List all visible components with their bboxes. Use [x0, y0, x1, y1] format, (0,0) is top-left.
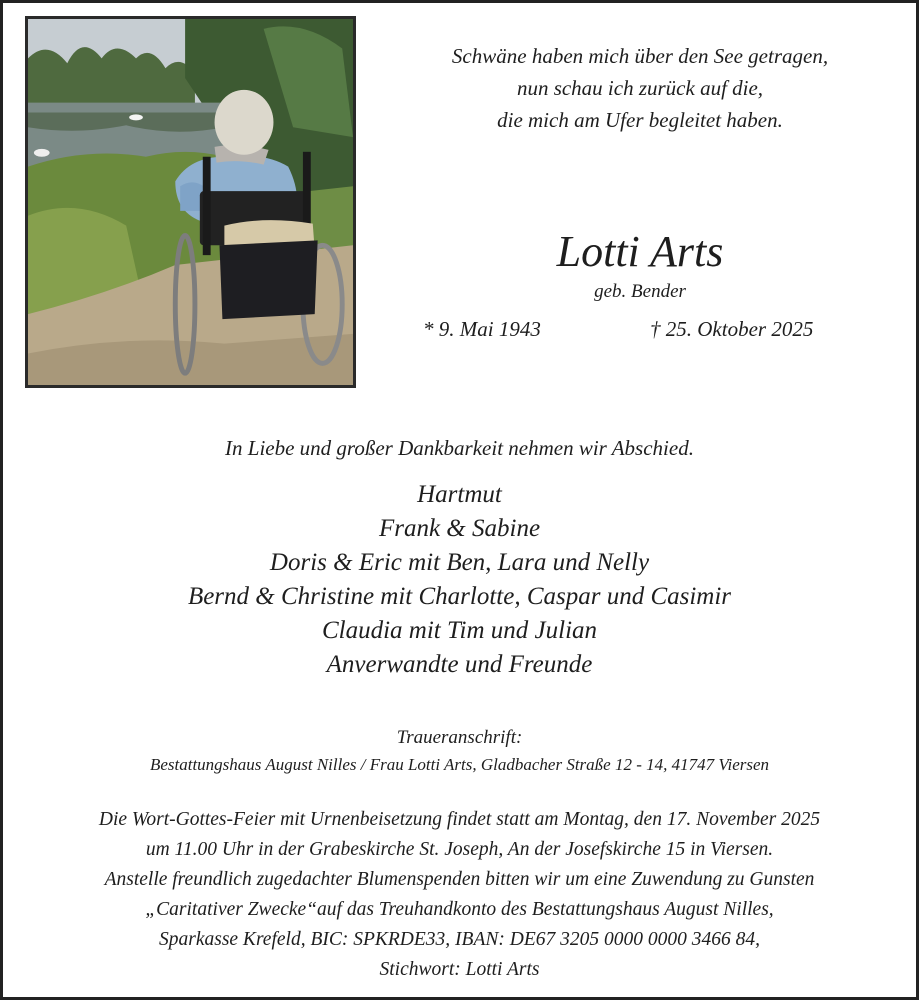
details-line: Sparkasse Krefeld, BIC: SPKRDE33, IBAN: DE67 3205 0000 0000 3466 84,: [158, 929, 760, 950]
mourners-list: [0, 478, 919, 682]
mourner-entry: Frank & Sabine: [378, 515, 541, 542]
maiden-name: geb. Bender: [594, 281, 686, 302]
service-details: [0, 805, 919, 985]
mourner-entry: Hartmut: [417, 481, 502, 508]
mourner-entry: Doris & Eric mit Ben, Lara und Nelly: [269, 549, 650, 576]
poem-line: die mich am Ufer begleitet haben.: [497, 108, 783, 132]
death-date: † 25. Oktober 2025: [650, 317, 814, 341]
details-line: um 11.00 Uhr in der Grabeskirche St. Joseph, An der Josefskirche 15 in Viersen.: [145, 839, 774, 860]
mourning-address-label: Traueranschrift:: [396, 727, 523, 748]
details-line: Stichwort: Lotti Arts: [379, 959, 540, 980]
mourner-entry: Claudia mit Tim und Julian: [321, 617, 598, 644]
farewell-message: In Liebe und großer Dankbarkeit nehmen wir Abschied.: [225, 436, 694, 460]
mourner-entry: Bernd & Christine mit Charlotte, Caspar und Casimir: [187, 583, 732, 610]
mourning-address: Bestattungshaus August Nilles / Frau Lotti Arts, Gladbacher Straße 12 - 14, 41747 Viersen: [149, 755, 770, 774]
memorial-poem: [400, 40, 880, 136]
birth-date: * 9. Mai 1943: [423, 317, 541, 341]
memorial-photo: [25, 16, 356, 388]
poem-line: nun schau ich zurück auf die,: [516, 76, 764, 100]
details-line: Anstelle freundlich zugedachter Blumenspenden bitten wir um eine Zuwendung zu Gunsten: [104, 869, 815, 890]
details-line: Die Wort-Gottes-Feier mit Urnenbeisetzung findet statt am Montag, den 17. November 2025: [98, 809, 821, 830]
photo-illustration: [28, 19, 353, 385]
mourner-entry: Anverwandte und Freunde: [326, 651, 593, 678]
details-line: „Caritativer Zwecke“auf das Treuhandkonto des Bestattungshaus August Nilles,: [145, 899, 774, 920]
deceased-name: Lotti Arts: [556, 227, 724, 276]
poem-line: Schwäne haben mich über den See getragen,: [451, 44, 829, 68]
